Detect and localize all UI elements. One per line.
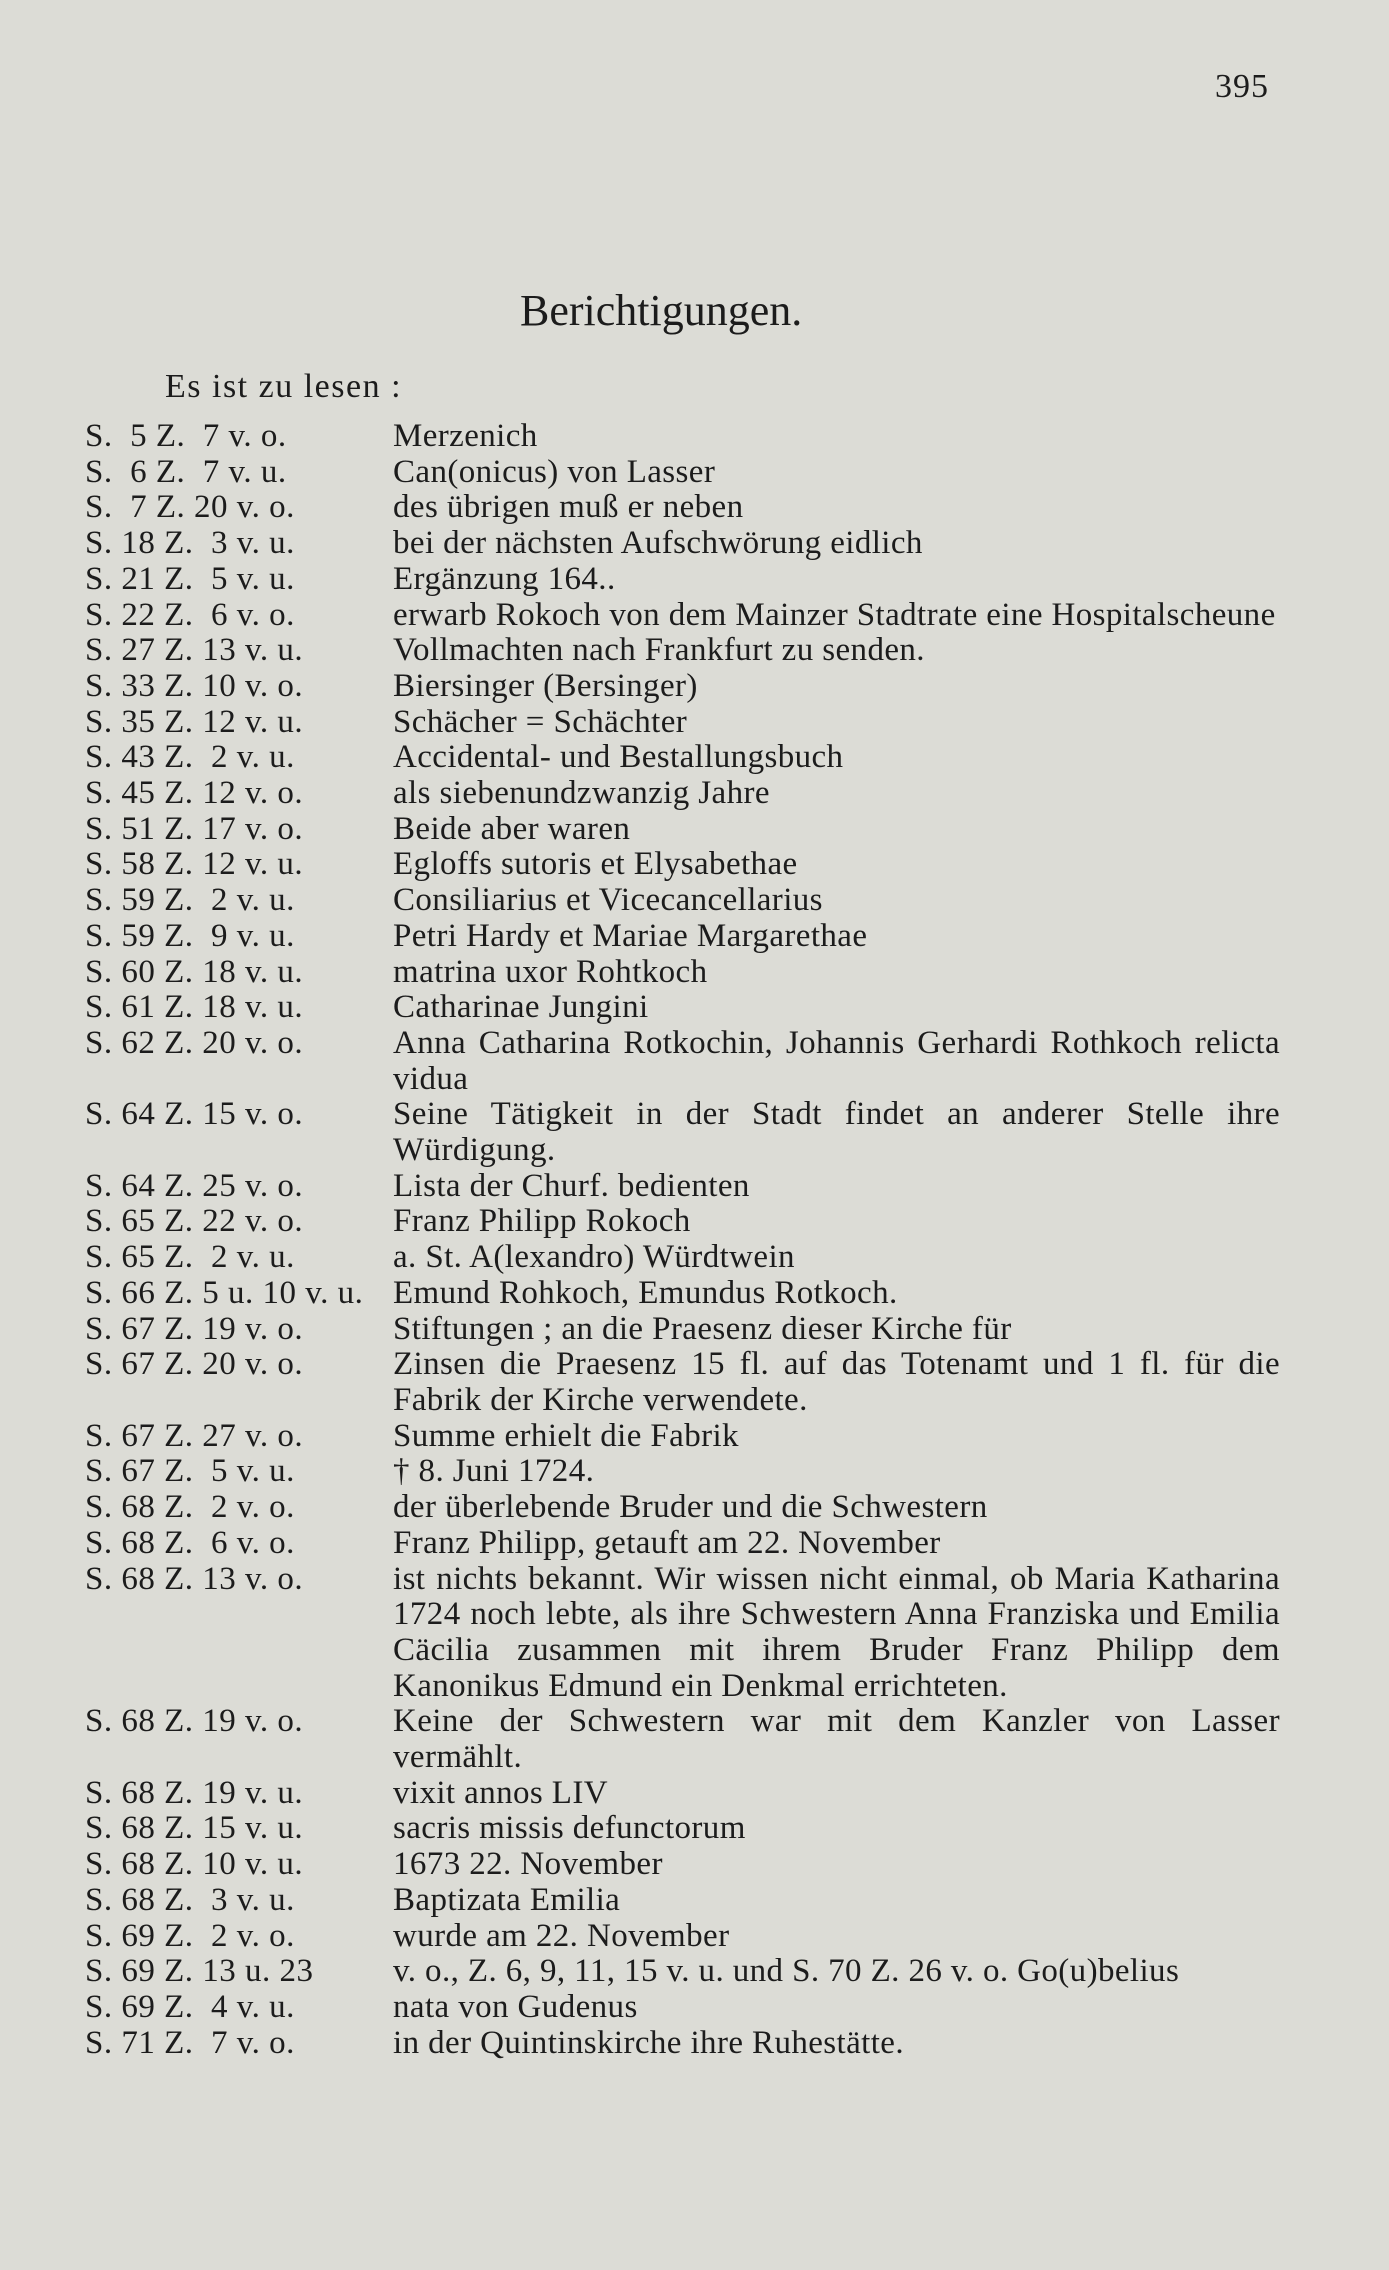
entry-correction-text: Accidental- und Bestallungsbuch [393, 739, 844, 776]
entry-reference: S. 35 Z. 12 v. u. [85, 703, 304, 740]
correction-entry [85, 883, 1280, 919]
correction-entry [85, 812, 1280, 848]
entry-correction-text: Zinsen die Praesenz 15 fl. auf das Totenamt und 1 fl. für die Fabrik der Kirche verwendete. [393, 1346, 1280, 1418]
correction-entry [85, 847, 1280, 883]
correction-entry [85, 740, 1280, 776]
entry-correction-text: Stiftungen ; an die Praesenz dieser Kirche für [393, 1310, 1012, 1347]
entry-reference: S. 43 Z. 2 v. u. [85, 739, 295, 776]
entry-correction-text: Ergänzung 164.. [393, 560, 616, 597]
entry-reference: S. 67 Z. 27 v. o. [85, 1417, 304, 1454]
page-number: 395 [1215, 68, 1269, 105]
entry-reference: S. 33 Z. 10 v. o. [85, 667, 304, 704]
entry-reference: S. 22 Z. 6 v. o. [85, 596, 295, 633]
entry-reference: S. 61 Z. 18 v. u. [85, 989, 304, 1026]
entry-correction-text: Baptizata Emilia [393, 1881, 621, 1918]
entry-correction-text: Anna Catharina Rotkochin, Johannis Gerhardi Rothkoch relicta vidua [393, 1024, 1280, 1097]
entry-reference: S. 62 Z. 20 v. o. [85, 1024, 304, 1061]
entry-reference: S. 66 Z. 5 u. 10 v. u. [85, 1274, 364, 1311]
entry-correction-text: Franz Philipp, getauft am 22. November [393, 1524, 941, 1561]
entry-reference: S. 68 Z. 3 v. u. [85, 1881, 295, 1918]
correction-entry [85, 669, 1280, 705]
correction-entry [85, 955, 1280, 991]
correction-entry [85, 776, 1280, 812]
correction-entry [85, 419, 1280, 455]
entry-reference: S. 68 Z. 15 v. u. [85, 1810, 304, 1847]
correction-entry [85, 1847, 1280, 1883]
entry-correction-text: Beide aber waren [393, 810, 631, 847]
correction-entry [85, 1204, 1280, 1240]
entry-correction-text: erwarb Rokoch von dem Mainzer Stadtrate eine Hospitalscheune [393, 596, 1276, 633]
correction-entry [85, 1276, 1280, 1312]
correction-entry [85, 562, 1280, 598]
entry-reference: S. 7 Z. 20 v. o. [85, 489, 295, 526]
entry-correction-text: Seine Tätigkeit in der Stadt findet an anderer Stelle ihre Würdigung. [393, 1096, 1280, 1169]
entry-reference: S. 69 Z. 13 u. 23 [85, 1953, 314, 1990]
entry-correction-text: vixit annos LIV [393, 1774, 608, 1811]
correction-entry [85, 705, 1280, 741]
entry-correction-text: nata von Gudenus [393, 1988, 638, 2025]
entry-reference: S. 67 Z. 20 v. o. [85, 1346, 304, 1383]
entry-correction-text: Egloffs sutoris et Elysabethae [393, 846, 798, 883]
correction-entry [85, 919, 1280, 955]
correction-entry [85, 526, 1280, 562]
correction-entry [85, 1954, 1280, 1990]
entry-reference: S. 68 Z. 10 v. u. [85, 1846, 304, 1883]
entry-reference: S. 68 Z. 6 v. o. [85, 1524, 295, 1561]
correction-entry [85, 1347, 1280, 1418]
entry-reference: S. 65 Z. 22 v. o. [85, 1203, 304, 1240]
entry-reference: S. 67 Z. 19 v. o. [85, 1310, 304, 1347]
page-title: Berichtigungen. [520, 286, 803, 335]
correction-entry [85, 1454, 1280, 1490]
entry-correction-text: Consiliarius et Vicecancellarius [393, 882, 823, 919]
entry-correction-text: sacris missis defunctorum [393, 1810, 746, 1847]
correction-entry [85, 598, 1280, 634]
entry-reference: S. 64 Z. 15 v. o. [85, 1096, 304, 1133]
entry-reference: S. 68 Z. 19 v. o. [85, 1703, 304, 1740]
correction-entry [85, 1562, 1280, 1705]
correction-entry [85, 1490, 1280, 1526]
entry-correction-text: wurde am 22. November [393, 1917, 730, 1954]
entry-correction-text: der überlebende Bruder und die Schwestern [393, 1489, 988, 1526]
entry-reference: S. 67 Z. 5 v. u. [85, 1453, 295, 1490]
correction-entry [85, 1776, 1280, 1812]
entry-reference: S. 68 Z. 19 v. u. [85, 1774, 304, 1811]
correction-entry [85, 455, 1280, 491]
entry-reference: S. 71 Z. 7 v. o. [85, 2024, 295, 2061]
entry-reference: S. 5 Z. 7 v. o. [85, 418, 287, 454]
entry-reference: S. 65 Z. 2 v. u. [85, 1239, 295, 1276]
entry-reference: S. 51 Z. 17 v. o. [85, 810, 304, 847]
corrections-list [85, 419, 1280, 2061]
entry-correction-text: ist nichts bekannt. Wir wissen nicht einmal, ob Maria Katharina 1724 noch lebte, als ihre Schwestern Anna Franziska und Emilia Cäcilia zusammen mit ihrem Bruder Franz Philipp dem Kanonikus Edmund ein Denkmal errichteten. [393, 1560, 1280, 1704]
entry-correction-text: matrina uxor Rohtkoch [393, 953, 708, 990]
entry-reference: S. 18 Z. 3 v. u. [85, 525, 295, 562]
entry-correction-text: in der Quintinskirche ihre Ruhestätte. [393, 2024, 904, 2061]
correction-entry [85, 1097, 1280, 1168]
entry-reference: S. 21 Z. 5 v. u. [85, 560, 295, 597]
entry-reference: S. 6 Z. 7 v. u. [85, 453, 287, 490]
entry-correction-text: des übrigen muß er neben [393, 489, 744, 526]
entry-reference: S. 27 Z. 13 v. u. [85, 632, 304, 669]
correction-entry [85, 1312, 1280, 1348]
correction-entry [85, 1811, 1280, 1847]
correction-entry [85, 1526, 1280, 1562]
entry-correction-text: v. o., Z. 6, 9, 11, 15 v. u. und S. 70 Z. 26 v. o. Go(u)belius [393, 1953, 1180, 1990]
entry-correction-text: Lista der Churf. bedienten [393, 1167, 750, 1204]
entry-correction-text: Catharinae Jungini [393, 989, 649, 1026]
correction-entry [85, 990, 1280, 1026]
correction-entry [85, 490, 1280, 526]
entry-correction-text: Summe erhielt die Fabrik [393, 1417, 739, 1454]
entry-correction-text: Schächer = Schächter [393, 703, 688, 740]
entry-correction-text: Merzenich [393, 418, 538, 454]
correction-entry [85, 1704, 1280, 1775]
correction-entry [85, 2026, 1280, 2062]
correction-entry [85, 1240, 1280, 1276]
correction-entry [85, 1026, 1280, 1097]
entry-correction-text: bei der nächsten Aufschwörung eidlich [393, 525, 923, 562]
entry-reference: S. 68 Z. 2 v. o. [85, 1489, 295, 1526]
correction-entry [85, 1169, 1280, 1205]
correction-entry [85, 1919, 1280, 1955]
entry-reference: S. 59 Z. 9 v. u. [85, 917, 295, 954]
entry-correction-text: a. St. A(lexandro) Würdtwein [393, 1239, 795, 1276]
entry-correction-text: Emund Rohkoch, Emundus Rotkoch. [393, 1274, 898, 1311]
entry-reference: S. 45 Z. 12 v. o. [85, 775, 304, 812]
intro-text: Es ist zu lesen : [165, 368, 403, 405]
entry-correction-text: Can(onicus) von Lasser [393, 453, 716, 490]
correction-entry [85, 1419, 1280, 1455]
entry-reference: S. 69 Z. 2 v. o. [85, 1917, 295, 1954]
correction-entry [85, 1990, 1280, 2026]
entry-correction-text: Keine der Schwestern war mit dem Kanzler von Lasser vermählt. [393, 1703, 1280, 1776]
entry-reference: S. 64 Z. 25 v. o. [85, 1167, 304, 1204]
entry-reference: S. 58 Z. 12 v. u. [85, 846, 304, 883]
entry-correction-text: Vollmachten nach Frankfurt zu senden. [393, 632, 925, 669]
correction-entry [85, 633, 1280, 669]
entry-reference: S. 60 Z. 18 v. u. [85, 953, 304, 990]
entry-correction-text: † 8. Juni 1724. [393, 1453, 595, 1490]
entry-correction-text: als siebenundzwanzig Jahre [393, 775, 770, 812]
entry-correction-text: Biersinger (Bersinger) [393, 667, 698, 704]
correction-entry [85, 1883, 1280, 1919]
entry-correction-text: 1673 22. November [393, 1846, 663, 1883]
entry-reference: S. 59 Z. 2 v. u. [85, 882, 295, 919]
entry-correction-text: Petri Hardy et Mariae Margarethae [393, 917, 868, 954]
entry-reference: S. 69 Z. 4 v. u. [85, 1988, 295, 2025]
entry-correction-text: Franz Philipp Rokoch [393, 1203, 691, 1240]
entry-reference: S. 68 Z. 13 v. o. [85, 1560, 304, 1597]
